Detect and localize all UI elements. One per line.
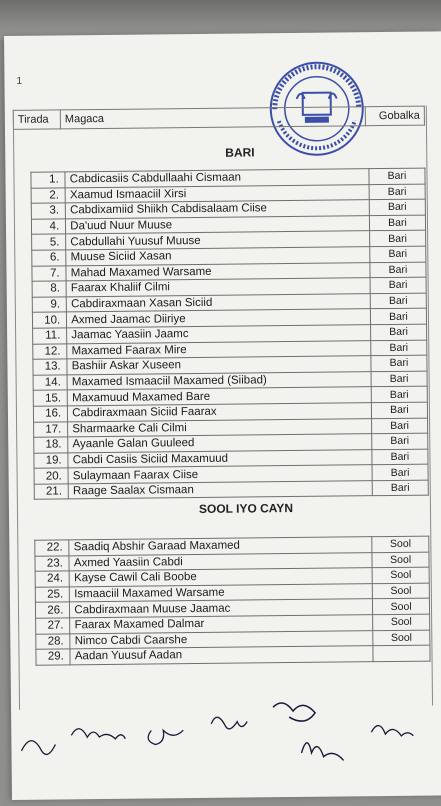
- row-name: Maxamuud Maxamed Bare: [67, 387, 371, 406]
- section-title-bari: BARI: [225, 145, 255, 160]
- row-number: 1.: [31, 172, 65, 188]
- row-number: 28.: [36, 633, 71, 649]
- row-region: Bari: [371, 386, 427, 402]
- row-name: Jaamac Yaasiin Jaamc: [67, 325, 371, 344]
- row-region: Bari: [372, 433, 428, 449]
- row-region: Bari: [370, 246, 426, 262]
- row-name: Cabdiraxmaan Siciid Faarax: [68, 403, 372, 422]
- row-region: Bari: [370, 262, 426, 278]
- row-number: 24.: [35, 571, 70, 587]
- row-name: Cabdicasiis Cabdullaahi Cismaan: [65, 169, 369, 188]
- row-region: Bari: [371, 418, 427, 434]
- row-number: 5.: [32, 234, 66, 250]
- row-region: Bari: [369, 215, 425, 231]
- row-number: 16.: [33, 406, 67, 422]
- row-region: Sool: [373, 630, 430, 646]
- signature-icon: [71, 728, 125, 739]
- row-region: [373, 645, 430, 661]
- page-number: 1: [16, 75, 23, 87]
- row-region: Bari: [370, 308, 426, 324]
- row-region: Bari: [369, 168, 425, 184]
- row-number: 6.: [32, 250, 66, 266]
- row-number: 11.: [33, 328, 67, 344]
- row-name: Aadan Yuusuf Aadan: [70, 646, 373, 665]
- row-number: 7.: [32, 265, 66, 281]
- row-name: Faarax Maxamed Dalmar: [70, 615, 373, 634]
- row-name: Sharmaarke Cali Cilmi: [68, 418, 372, 437]
- row-region: Bari: [370, 293, 426, 309]
- row-number: 22.: [35, 540, 70, 556]
- row-number: 18.: [34, 437, 68, 453]
- signature-icon: [21, 741, 55, 755]
- row-name: Cabdixamiid Shiikh Cabdisalaam Ciise: [65, 200, 369, 219]
- row-number: 4.: [31, 219, 65, 235]
- row-name: Da'uud Nuur Muuse: [66, 215, 370, 234]
- row-region: Bari: [370, 277, 426, 293]
- row-number: 26.: [35, 602, 70, 618]
- row-number: 21.: [34, 484, 68, 500]
- row-number: 8.: [32, 281, 66, 297]
- row-name: Sulaymaan Faarax Ciise: [68, 465, 372, 484]
- row-number: 23.: [35, 555, 70, 571]
- row-region: Bari: [372, 449, 428, 465]
- row-region: Bari: [372, 464, 428, 480]
- row-name: Muuse Siciid Xasan: [66, 247, 370, 266]
- row-region: Bari: [370, 230, 426, 246]
- row-region: Sool: [373, 583, 430, 599]
- row-region: Bari: [371, 355, 427, 371]
- row-name: Cabdi Casiis Siciid Maxamuud: [68, 449, 372, 468]
- row-number: 17.: [34, 421, 68, 437]
- row-number: 2.: [31, 187, 65, 203]
- row-number: 3.: [31, 203, 65, 219]
- column-header-number: Tirada: [13, 110, 60, 129]
- row-number: 25.: [35, 587, 70, 603]
- column-header-name: Magaca: [60, 107, 365, 129]
- row-number: 9.: [32, 297, 66, 313]
- signature-icon: [301, 742, 343, 760]
- row-name: Kayse Cawil Cali Boobe: [69, 568, 372, 587]
- row-number: 29.: [36, 649, 71, 665]
- row-number: 27.: [36, 618, 71, 634]
- row-name: Axmed Yaasiin Cabdi: [69, 552, 372, 571]
- row-name: Ismaaciil Maxamed Warsame: [70, 583, 373, 602]
- row-region: Sool: [372, 536, 429, 552]
- signature-icon: [211, 717, 247, 729]
- row-region: Sool: [372, 552, 429, 568]
- table-bari: [30, 168, 428, 501]
- row-name: Raage Saalax Cismaan: [68, 481, 372, 500]
- row-region: Sool: [373, 614, 430, 630]
- row-name: Cabdullahi Yuusuf Muuse: [66, 231, 370, 250]
- signatures-area: [11, 691, 441, 806]
- row-name: Axmed Jaamac Diiriye: [67, 309, 371, 328]
- row-region: Bari: [371, 371, 427, 387]
- row-region: Bari: [372, 480, 428, 496]
- signature-icon: [148, 730, 183, 744]
- document-page: [4, 31, 441, 800]
- row-name: Nimco Cabdi Caarshe: [70, 630, 373, 649]
- row-number: 20.: [34, 468, 68, 484]
- row-name: Cabdiraxmaan Xasan Siciid: [66, 293, 370, 312]
- row-name: Maxamed Faarax Mire: [67, 340, 371, 359]
- signature-icon: [273, 703, 315, 722]
- row-number: 10.: [32, 312, 66, 328]
- row-region: Bari: [369, 184, 425, 200]
- row-name: Maxamed Ismaaciil Maxamed (Siibad): [67, 371, 371, 390]
- row-number: 14.: [33, 375, 67, 391]
- row-region: Sool: [373, 598, 430, 614]
- row-name: Faarax Khaliif Cilmi: [66, 278, 370, 297]
- table-sool: [34, 536, 430, 666]
- row-name: Bashiir Askar Xuseen: [67, 356, 371, 375]
- row-name: Saadiq Abshir Garaad Maxamed: [69, 537, 372, 556]
- column-header-region: Gobalka: [365, 106, 424, 126]
- section-title-sool: SOOL IYO CAYN: [198, 501, 294, 516]
- row-name: Mahad Maxamed Warsame: [66, 262, 370, 281]
- row-name: Cabdiraxmaan Muuse Jaamac: [70, 599, 373, 618]
- row-name: Xaamud Ismaaciil Xirsi: [65, 184, 369, 203]
- row-region: Sool: [372, 567, 429, 583]
- row-region: Bari: [370, 324, 426, 340]
- row-number: 13.: [33, 359, 67, 375]
- signature-icon: [371, 725, 413, 736]
- row-number: 12.: [33, 343, 67, 359]
- row-region: Bari: [371, 340, 427, 356]
- row-name: Ayaanle Galan Guuleed: [68, 434, 372, 453]
- row-region: Bari: [369, 199, 425, 215]
- row-number: 19.: [34, 453, 68, 469]
- row-region: Bari: [371, 402, 427, 418]
- row-number: 15.: [33, 390, 67, 406]
